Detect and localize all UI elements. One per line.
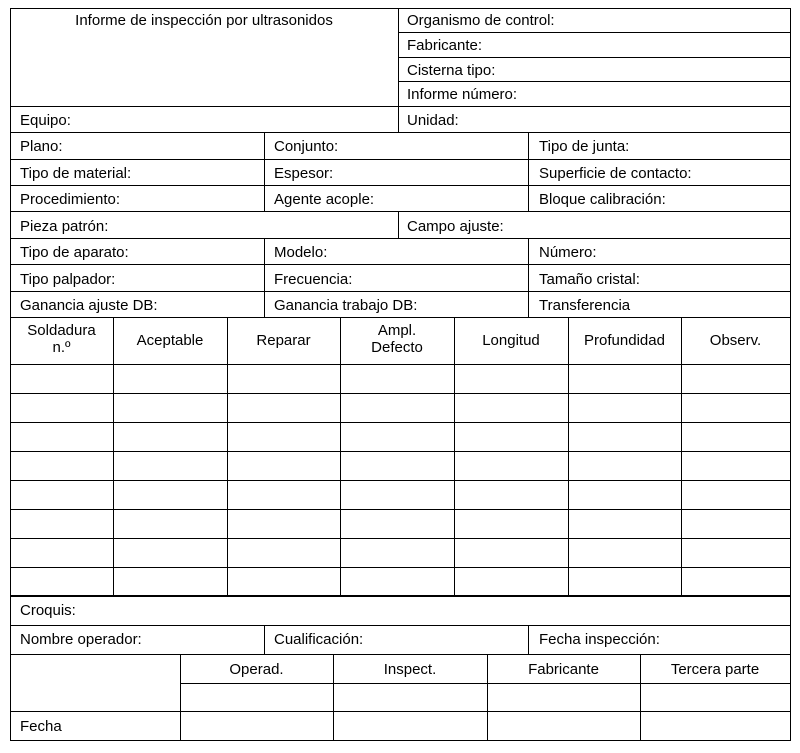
divider (10, 159, 791, 160)
fecha-inspeccion-field: Fecha inspección: (539, 631, 660, 648)
numero-field: Número: (539, 244, 597, 261)
sign-header-operad: Operad. (229, 661, 284, 678)
report-title: Informe de inspección por ultrasonidos (75, 12, 333, 29)
table-grid-line (10, 509, 791, 510)
conjunto-field: Conjunto: (274, 138, 339, 155)
cualificacion-field: Cualificación: (274, 631, 364, 648)
column-header-longitud: Longitud (482, 332, 540, 349)
table-grid-line (340, 317, 341, 596)
divider (10, 211, 791, 212)
table-grid-line (10, 567, 791, 568)
column-header-ampl-defecto: Ampl. Defecto (371, 322, 423, 356)
divider (10, 185, 791, 186)
organismo-field: Organismo de control: (407, 12, 555, 29)
ganancia-ajuste-field: Ganancia ajuste DB: (20, 297, 158, 314)
table-grid-line (568, 317, 569, 596)
cisterna-field: Cisterna tipo: (407, 62, 496, 79)
superficie-field: Superficie de contacto: (539, 165, 692, 182)
croquis-field: Croquis: (20, 602, 76, 619)
divider (528, 625, 529, 654)
table-grid-line (10, 364, 791, 365)
tipo-palpador-field: Tipo palpador: (20, 271, 116, 288)
divider (528, 238, 529, 318)
sign-header-fabricante: Fabricante (528, 661, 599, 678)
tamano-field: Tamaño cristal: (539, 271, 640, 288)
divider (10, 625, 791, 626)
table-grid-line (10, 538, 791, 539)
modelo-field: Modelo: (274, 244, 328, 261)
fabricante-field: Fabricante: (407, 37, 483, 54)
tipo-material-field: Tipo de material: (20, 165, 132, 182)
divider (10, 654, 791, 655)
divider (264, 132, 265, 212)
table-grid-line (113, 317, 114, 596)
table-grid-line (681, 317, 682, 596)
divider (398, 81, 791, 82)
divider (10, 132, 791, 133)
informe-field: Informe número: (407, 86, 518, 103)
sign-header-tercera-parte: Tercera parte (670, 661, 760, 678)
pieza-field: Pieza patrón: (20, 218, 109, 235)
tipo-aparato-field: Tipo de aparato: (20, 244, 129, 261)
table-grid-line (10, 451, 791, 452)
divider (398, 32, 791, 33)
ganancia-trabajo-field: Ganancia trabajo DB: (274, 297, 418, 314)
divider (398, 211, 399, 238)
unidad-field: Unidad: (407, 112, 459, 129)
table-grid-line (10, 480, 791, 481)
procedimiento-field: Procedimiento: (20, 191, 121, 208)
frecuencia-field: Frecuencia: (274, 271, 353, 288)
divider (10, 595, 791, 596)
nombre-operador-field: Nombre operador: (20, 631, 142, 648)
border-top (10, 8, 791, 9)
divider (180, 683, 791, 684)
column-header-observ: Observ. (709, 332, 762, 349)
column-header-reparar: Reparar (256, 332, 311, 349)
sign-header-inspect: Inspect. (383, 661, 437, 678)
divider (10, 106, 791, 107)
divider (264, 238, 265, 318)
espesor-field: Espesor: (274, 165, 334, 182)
table-grid-line (10, 422, 791, 423)
column-header-profundidad: Profundidad (584, 332, 665, 349)
divider (264, 625, 265, 654)
border-left (10, 8, 11, 741)
divider (398, 57, 791, 58)
table-grid-line (454, 317, 455, 596)
campo-field: Campo ajuste: (407, 218, 504, 235)
table-grid-line (10, 596, 791, 597)
divider (10, 711, 791, 712)
bloque-field: Bloque calibración: (539, 191, 666, 208)
border-right (790, 8, 791, 741)
divider (10, 291, 791, 292)
transferencia-field: Transferencia (539, 297, 631, 314)
divider (528, 132, 529, 212)
border-bottom (10, 740, 791, 741)
fecha-label: Fecha (20, 718, 62, 735)
divider (398, 8, 399, 132)
plano-field: Plano: (20, 138, 63, 155)
table-grid-line (227, 317, 228, 596)
divider (10, 317, 791, 318)
column-header-soldadura: Soldadura n.º (27, 322, 96, 356)
table-grid-line (10, 393, 791, 394)
column-header-aceptable: Aceptable (136, 332, 204, 349)
equipo-field: Equipo: (20, 112, 71, 129)
agente-field: Agente acople: (274, 191, 375, 208)
divider (10, 264, 791, 265)
divider (10, 238, 791, 239)
tipo-junta-field: Tipo de junta: (539, 138, 630, 155)
